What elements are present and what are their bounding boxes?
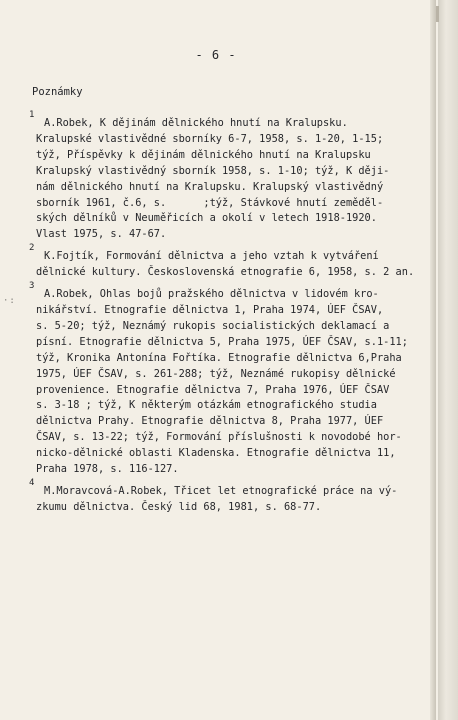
footnote	[29, 281, 408, 478]
page-number: - 6 -	[195, 48, 237, 62]
footnote	[29, 110, 390, 243]
footnote-line: ských dělníků v Neuměřicích a okolí v letech 1918-1920.	[36, 212, 377, 225]
footnote-line: s. 5-20; týž, Neznámý rukopis socialistických deklamací a	[36, 319, 390, 332]
footnote-line: zkumu dělnictva. Český lid 68, 1981, s. 68-77.	[36, 500, 322, 513]
footnote-line: nám dělnického hnutí na Kralupsku. Kralupský vlastivědný	[36, 180, 384, 193]
footnote-line: Kralupské vlastivědné sborníky 6-7, 1958, s. 1-20, 1-15;	[36, 132, 384, 145]
footnote-line: K.Fojtík, Formování dělnictva a jeho vztah k vytváření	[44, 250, 379, 263]
footnote-line: nikářství. Etnografie dělnictva 1, Praha 1974, ÚEF ČSAV,	[36, 303, 384, 316]
footnote-line: 1975, ÚEF ČSAV, s. 261-288; týž, Neznámé rukopisy dělnické	[36, 367, 396, 380]
footnote-line: s. 3-18 ; týž, K některým otázkám etnografického studia	[36, 399, 377, 412]
side-ink-mark: ·:	[3, 296, 16, 306]
notes-heading: Poznámky	[32, 86, 83, 98]
page-binding	[430, 0, 436, 720]
footnote-line: provenience. Etnografie dělnictva 7, Praha 1976, ÚEF ČSAV	[36, 383, 390, 396]
footnote-line: A.Robek, K dějinám dělnického hnutí na Kralupsku.	[44, 117, 348, 129]
edge-mark	[436, 6, 439, 22]
footnote-line: týž, Kronika Antonína Fořtíka. Etnografie dělnictva 6,Praha	[36, 351, 402, 364]
footnote	[29, 243, 415, 281]
page-edge	[438, 0, 458, 720]
footnote-marker: 2	[29, 243, 35, 254]
footnote-line: týž, Příspěvky k dějinám dělnického hnutí na Kralupsku	[36, 148, 371, 161]
footnote-line: A.Robek, Ohlas bojů pražského dělnictva v lidovém kro-	[44, 288, 379, 301]
footnote-line: sborník 1961, č.6, s. ;týž, Stávkové hnutí zeměděl-	[36, 196, 384, 209]
footnote-marker: 3	[29, 281, 35, 292]
footnote-line: Kralupský vlastivědný sborník 1958, s. 1-10; týž, K ději-	[36, 164, 390, 177]
footnote-line: M.Moravcová-A.Robek, Třicet let etnografické práce na vý-	[44, 484, 398, 497]
footnote	[29, 477, 398, 516]
footnote-line: ČSAV, s. 13-22; týž, Formování příslušnosti k novodobé hor-	[36, 431, 402, 444]
footnote-line: Praha 1978, s. 116-127.	[36, 463, 179, 476]
footnote-line: písní. Etnografie dělnictva 5, Praha 1975, ÚEF ČSAV, s.1-11;	[36, 335, 408, 348]
footnote-line: nicko-dělnické oblasti Kladenska. Etnografie dělnictva 11,	[36, 447, 396, 460]
footnote-line: dělnictva Prahy. Etnografie dělnictva 8, Praha 1977, ÚEF	[36, 415, 384, 428]
footnote-line: Vlast 1975, s. 47-67.	[36, 228, 167, 241]
footnote-marker: 1	[29, 110, 35, 120]
footnote-line: dělnické kultury. Československá etnografie 6, 1958, s. 2 an.	[36, 266, 415, 279]
notes-list	[29, 110, 415, 522]
footnote-marker: 4	[29, 477, 35, 488]
